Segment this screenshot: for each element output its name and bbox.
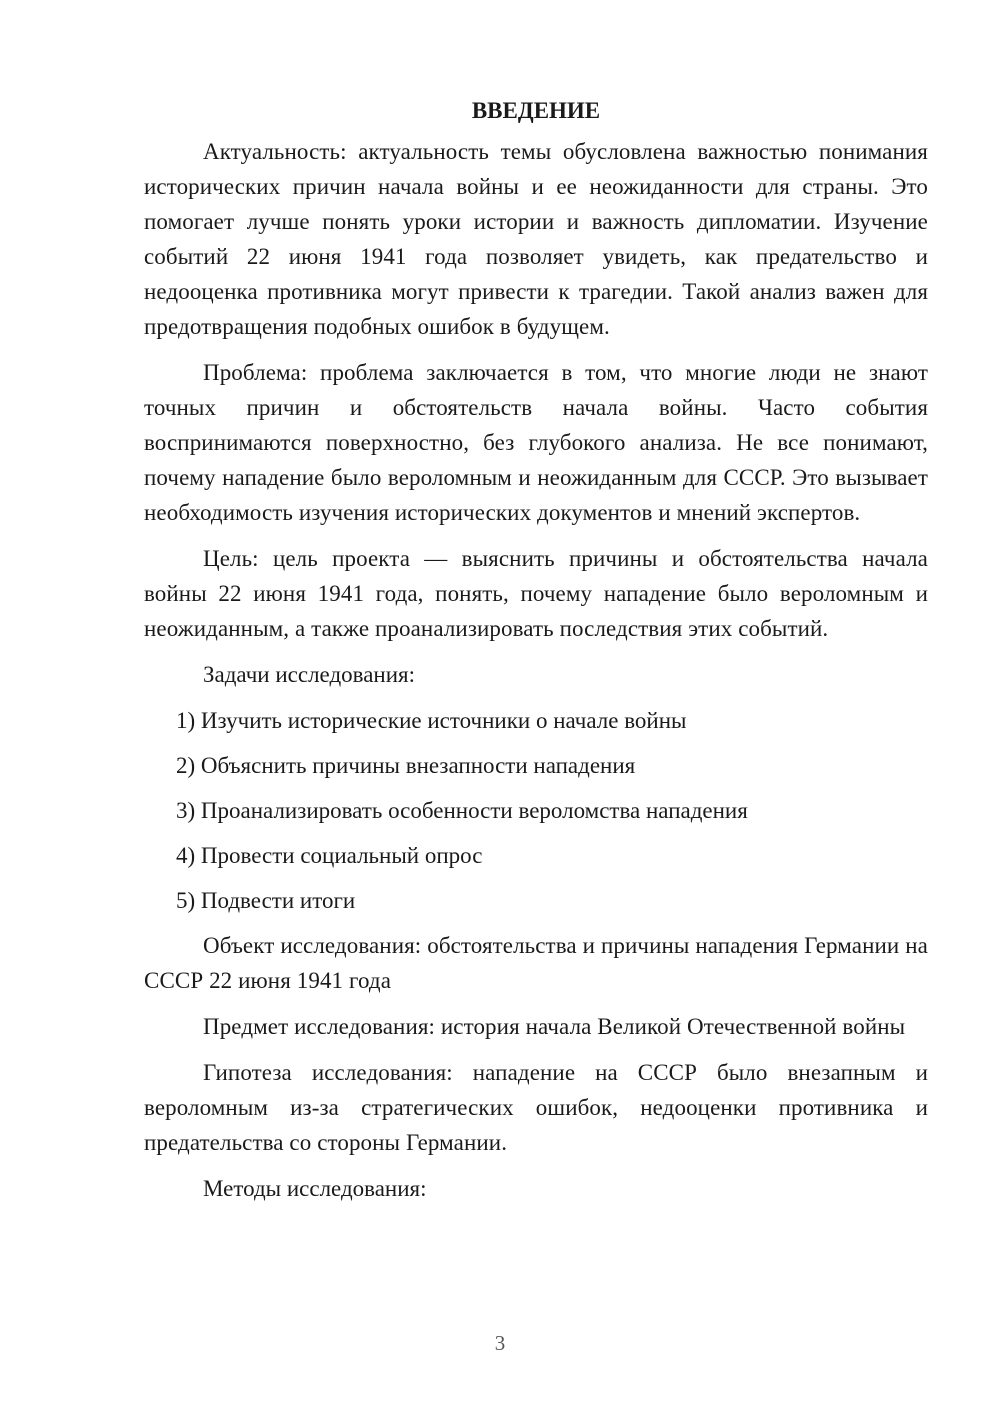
task-item: 5) Подвести итоги — [176, 888, 356, 913]
task-item: 3) Проанализировать особенности вероломства нападения — [176, 798, 748, 823]
task-item: 4) Провести социальный опрос — [176, 843, 483, 868]
relevance-paragraph: Актуальность: актуальность темы обусловлена важностью понимания исторических причин начала войны и ее неожиданности для страны. Это помогает лучше понять уроки истории и важность дипломатии. Изучение событий 22 июня 1941 года позволяет увидеть, как предательство и недооценка противника могут привести к трагедии. Такой анализ важен для предотвращения подобных ошибок в будущем. — [144, 139, 928, 339]
page-title: ВВЕДЕНИЕ — [471, 98, 601, 123]
task-item: 2) Объяснить причины внезапности нападения — [176, 753, 636, 778]
methods-heading: Методы исследования: — [203, 1176, 427, 1201]
object-paragraph: Объект исследования: обстоятельства и причины нападения Германии на СССР 22 июня 1941 года — [144, 933, 928, 993]
goal-paragraph: Цель: цель проекта — выяснить причины и обстоятельства начала войны 22 июня 1941 года, понять, почему нападение было вероломным и неожиданным, а также проанализировать последствия этих событий. — [144, 546, 928, 641]
tasks-list — [144, 703, 928, 918]
tasks-heading: Задачи исследования: — [203, 662, 416, 687]
task-item: 1) Изучить исторические источники о начале войны — [176, 708, 687, 733]
page-number: 3 — [494, 1331, 506, 1355]
hypothesis-paragraph: Гипотеза исследования: нападение на СССР было внезапным и вероломным из-за стратегических ошибок, недооценки противника и предательства со стороны Германии. — [144, 1060, 928, 1155]
subject-paragraph: Предмет исследования: история начала Великой Отечественной войны — [203, 1014, 906, 1039]
problem-paragraph: Проблема: проблема заключается в том, что многие люди не знают точных причин и обстоятельств начала войны. Часто события воспринимаются поверхностно, без глубокого анализа. Не все понимают, почему нападение было вероломным и неожиданным для СССР. Это вызывает необходимость изучения исторических документов и мнений экспертов. — [144, 360, 928, 525]
page-content — [144, 96, 928, 1217]
